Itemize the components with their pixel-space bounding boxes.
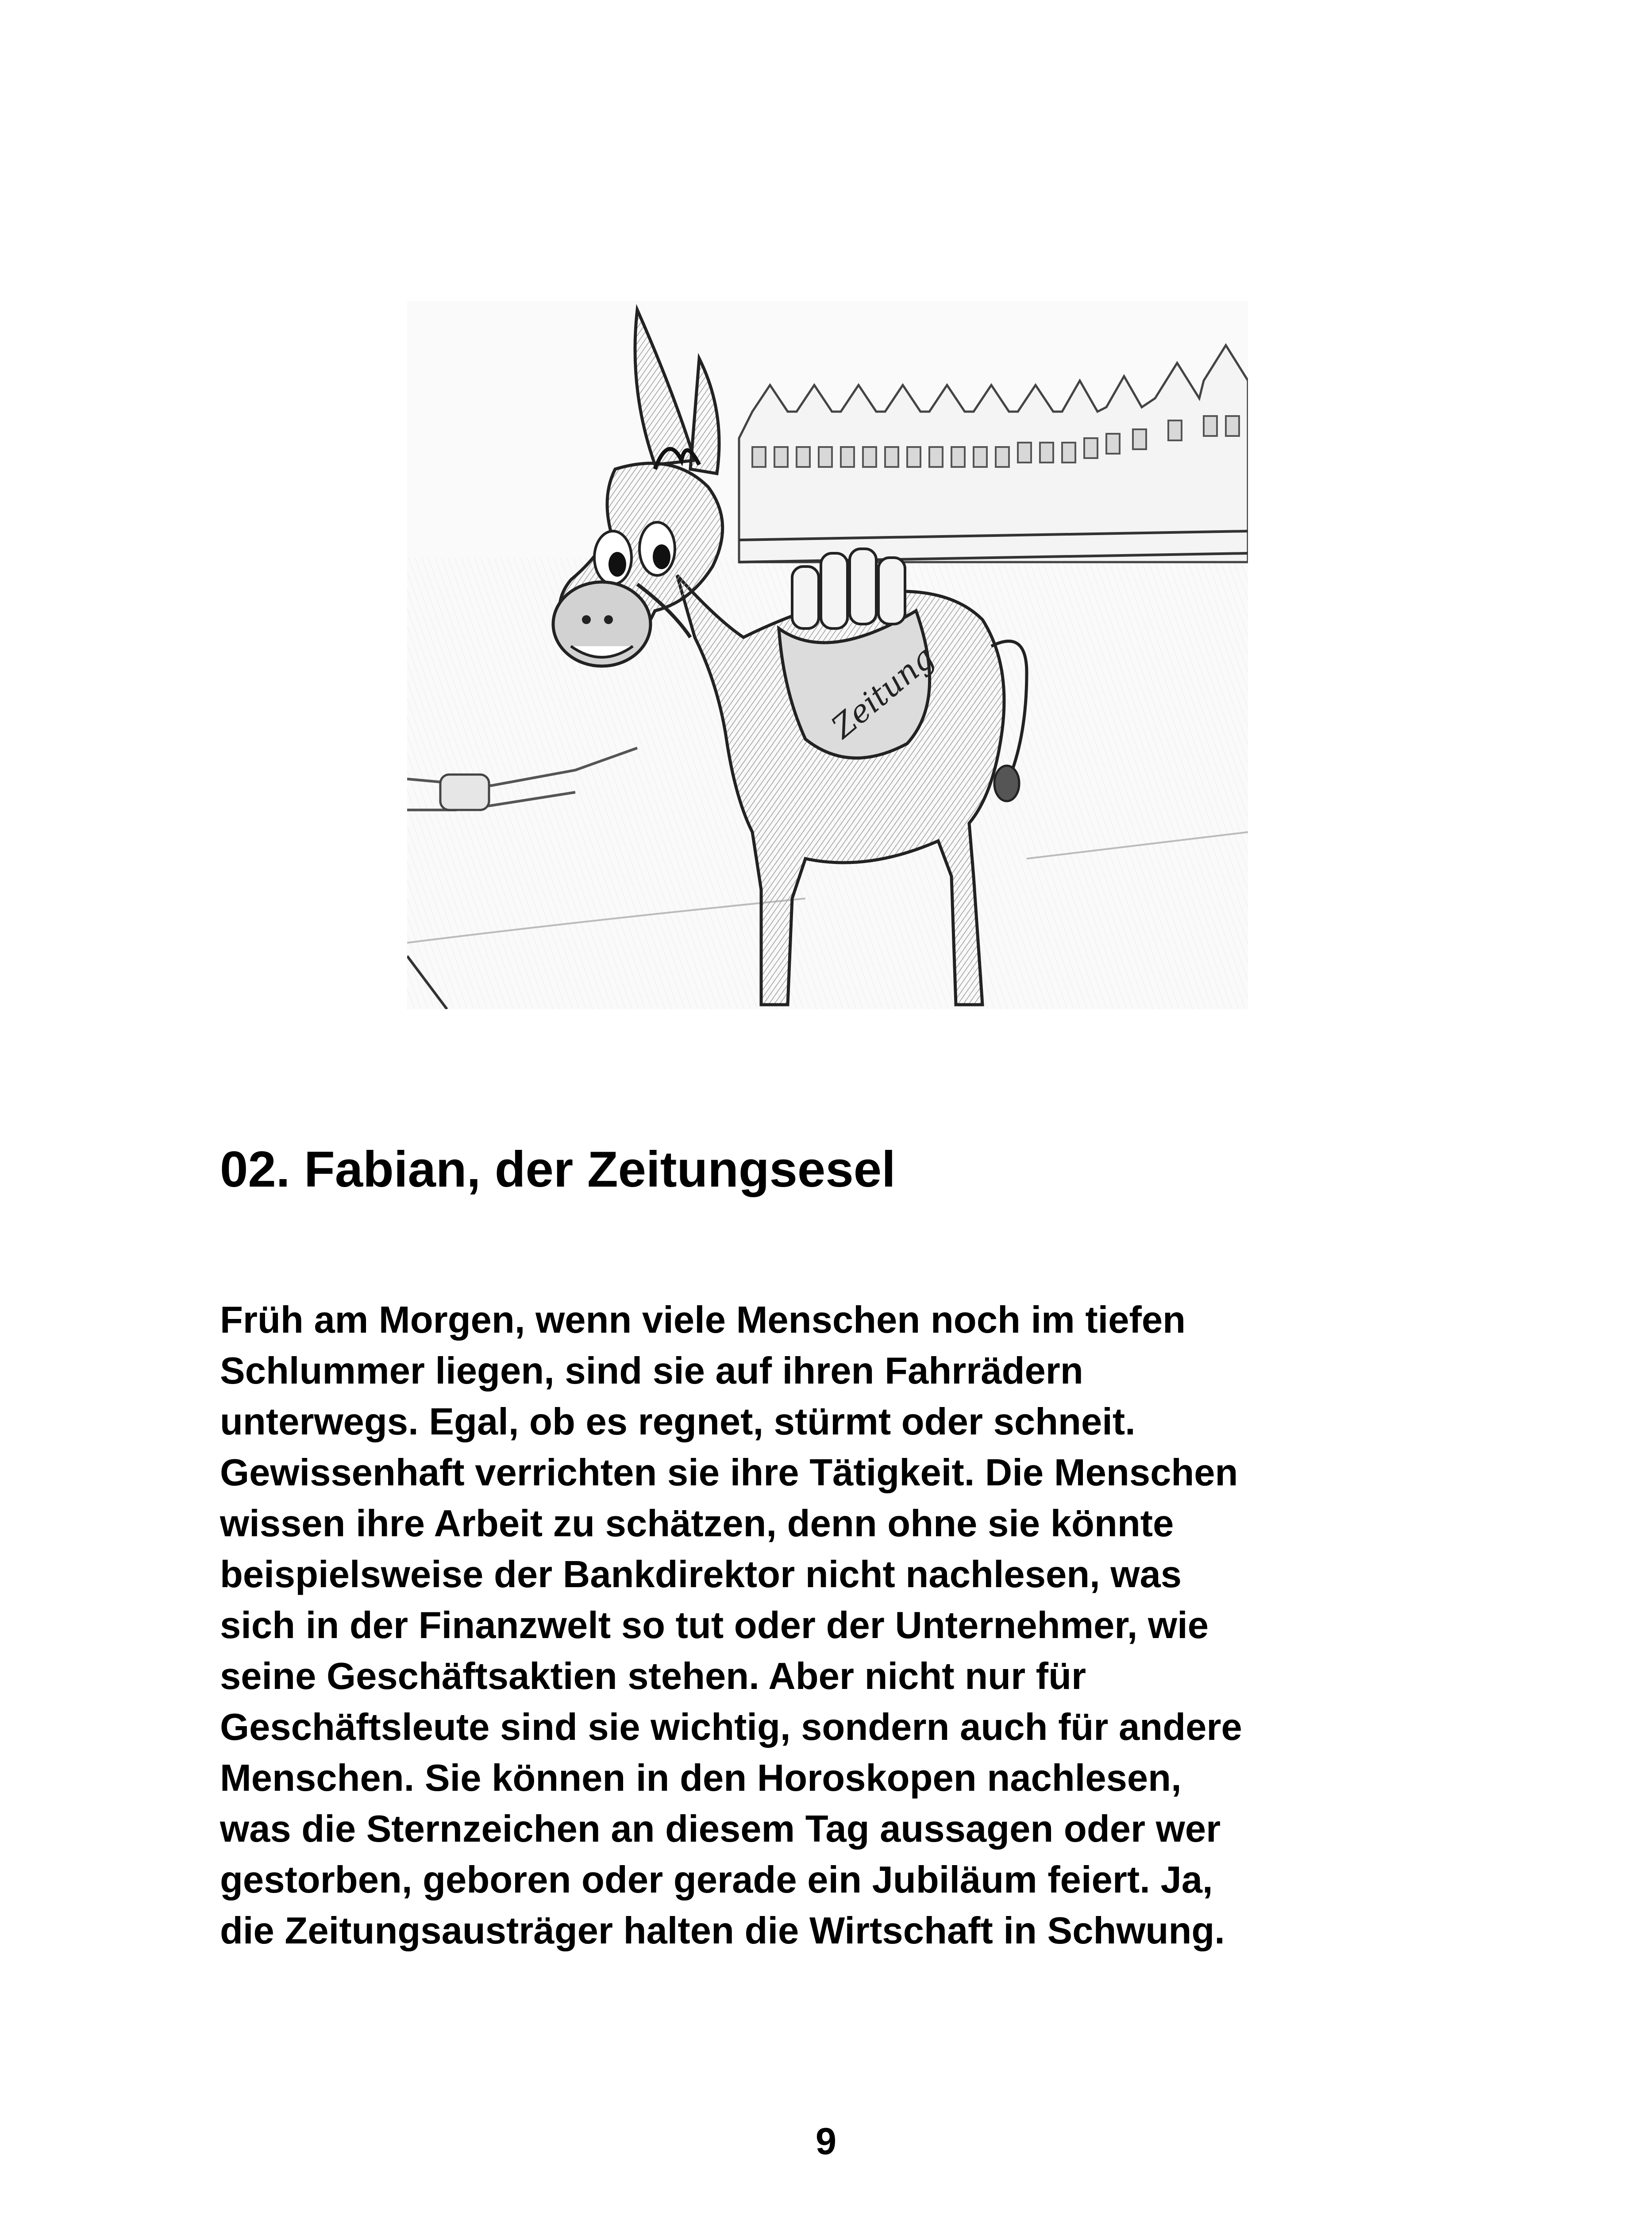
text-line: Früh am Morgen, wenn viele Menschen noch im tiefen	[220, 1299, 1186, 1341]
donkey-illustration	[407, 301, 1248, 1009]
text-line: gestorben, geboren oder gerade ein Jubiläum feiert. Ja,	[220, 1859, 1213, 1901]
text-line: Geschäftsleute sind sie wichtig, sondern auch für andere	[220, 1706, 1242, 1748]
text-line: unterwegs. Egal, ob es regnet, stürmt oder schneit.	[220, 1401, 1136, 1443]
bag-lettering: Zeitung	[824, 639, 941, 745]
text-line: beispielsweise der Bankdirektor nicht nachlesen, was	[220, 1554, 1182, 1596]
page-number: 9	[815, 2120, 837, 2163]
text-line: Schlummer liegen, sind sie auf ihren Fahrrädern	[220, 1350, 1083, 1392]
donkey-drawing-icon	[407, 301, 1248, 1009]
text-line: die Zeitungsausträger halten die Wirtschaft in Schwung.	[220, 1910, 1225, 1952]
text-line: Gewissenhaft verrichten sie ihre Tätigkeit. Die Menschen	[220, 1452, 1238, 1494]
body-paragraph	[220, 1295, 1570, 1956]
text-line: was die Sternzeichen an diesem Tag aussagen oder wer	[220, 1808, 1221, 1850]
text-line: sich in der Finanzwelt so tut oder der Unternehmer, wie	[220, 1604, 1209, 1646]
chapter-title: 02. Fabian, der Zeitungsesel	[220, 1141, 896, 1198]
text-line: seine Geschäftsaktien stehen. Aber nicht nur für	[220, 1655, 1086, 1697]
text-line: Menschen. Sie können in den Horoskopen nachlesen,	[220, 1757, 1182, 1799]
text-line: wissen ihre Arbeit zu schätzen, denn ohne sie könnte	[220, 1503, 1174, 1545]
